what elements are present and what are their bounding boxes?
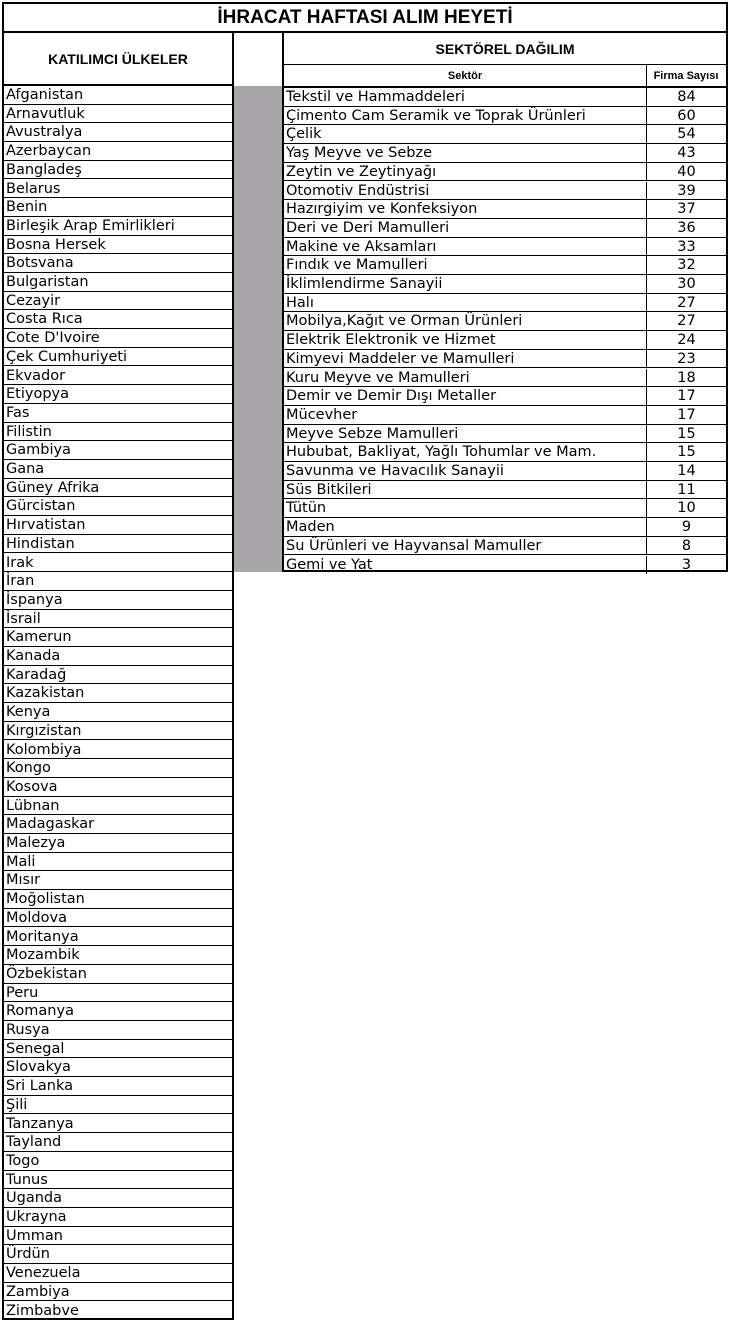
country-row: Bulgaristan (4, 273, 232, 292)
sector-row (284, 144, 726, 163)
country-row: Kolombiya (4, 741, 232, 760)
countries-list (2, 86, 234, 1320)
country-row: Karadağ (4, 666, 232, 685)
sector-name: Deri ve Deri Mamulleri (286, 219, 450, 236)
sector-name: Elektrik Elektronik ve Hizmet (286, 332, 496, 349)
country-row: Sri Lanka (4, 1077, 232, 1096)
country-row: Çek Cumhuriyeti (4, 348, 232, 367)
country-row: Ekvador (4, 367, 232, 386)
country-row: Tanzanya (4, 1115, 232, 1134)
country-row: Birleşik Arap Emirlikleri (4, 217, 232, 236)
firm-count: 9 (646, 518, 726, 536)
country-row: Hindistan (4, 535, 232, 554)
firm-count: 17 (646, 406, 726, 424)
sector-name: Su Ürünleri ve Hayvansal Mamuller (286, 537, 542, 554)
sector-row (284, 107, 726, 126)
country-row: Romanya (4, 1002, 232, 1021)
sector-name: Tütün (286, 500, 327, 517)
country-row: Avustralya (4, 123, 232, 142)
sector-name: Yaş Meyve ve Sebze (286, 145, 433, 162)
country-row: Afganistan (4, 86, 232, 105)
country-row: Ukrayna (4, 1208, 232, 1227)
country-row: Kazakistan (4, 684, 232, 703)
country-row: Güney Afrika (4, 479, 232, 498)
count-column-header: Firma Sayısı (653, 69, 719, 82)
firm-count: 37 (646, 200, 726, 218)
sector-row (284, 88, 726, 107)
firm-count: 24 (646, 331, 726, 349)
firm-count: 8 (646, 537, 726, 555)
document-title: İHRACAT HAFTASI ALIM HEYETİ (2, 2, 728, 33)
sector-row (284, 462, 726, 481)
country-row: Uganda (4, 1189, 232, 1208)
country-row: Gürcistan (4, 497, 232, 516)
country-row: Costa Rıca (4, 310, 232, 329)
country-row: Botsvana (4, 254, 232, 273)
country-row: Gambiya (4, 441, 232, 460)
country-row: Zambiya (4, 1283, 232, 1302)
firm-count: 54 (646, 125, 726, 143)
country-row: Fas (4, 404, 232, 423)
sector-row (284, 556, 726, 575)
sector-name: Mobilya,Kağıt ve Orman Ürünleri (286, 313, 523, 330)
sector-row (284, 537, 726, 556)
country-row: Slovakya (4, 1058, 232, 1077)
country-row: İsrail (4, 610, 232, 629)
sector-row (284, 425, 726, 444)
sector-row (284, 350, 726, 369)
sector-row (284, 275, 726, 294)
firm-count: 27 (646, 312, 726, 330)
country-row: Kırgızistan (4, 722, 232, 741)
sector-row (284, 182, 726, 201)
country-row: Rusya (4, 1021, 232, 1040)
sectors-table (282, 86, 728, 572)
sector-row (284, 219, 726, 238)
firm-count: 32 (646, 256, 726, 274)
sector-row (284, 294, 726, 313)
sector-row (284, 312, 726, 331)
country-row: Tayland (4, 1133, 232, 1152)
country-row: Şili (4, 1096, 232, 1115)
sector-row (284, 331, 726, 350)
country-row: Moritanya (4, 928, 232, 947)
gray-spacer (234, 86, 282, 572)
firm-count: 14 (646, 462, 726, 480)
firm-count: 40 (646, 163, 726, 181)
country-row: İran (4, 572, 232, 591)
firm-count: 11 (646, 481, 726, 499)
country-row: Irak (4, 554, 232, 573)
country-row: Kosova (4, 778, 232, 797)
country-row: Mısır (4, 871, 232, 890)
country-row: Bosna Hersek (4, 236, 232, 255)
country-row: Zimbabve (6, 1302, 79, 1319)
sector-row (284, 387, 726, 406)
sector-row (284, 481, 726, 500)
country-row: Kamerun (4, 628, 232, 647)
sector-name: Demir ve Demir Dışı Metaller (286, 388, 497, 405)
country-row: Mali (4, 853, 232, 872)
sector-subheader (282, 65, 728, 86)
country-row: Lübnan (4, 797, 232, 816)
sector-name: Maden (286, 519, 335, 536)
firm-count: 17 (646, 387, 726, 405)
firm-count: 10 (646, 499, 726, 517)
sector-name: Süs Bitkileri (286, 481, 372, 498)
sector-name: İklimlendirme Sanayii (286, 276, 443, 292)
country-row: Azerbaycan (4, 142, 232, 161)
country-row: Cezayir (4, 292, 232, 311)
country-row: Malezya (4, 834, 232, 853)
sector-name: Gemi ve Yat (286, 556, 373, 573)
sector-name: Otomotiv Endüstrisi (286, 182, 430, 199)
firm-count: 33 (646, 238, 726, 256)
firm-count: 43 (646, 144, 726, 162)
sector-name: Kuru Meyve ve Mamulleri (286, 369, 470, 386)
sector-row (284, 238, 726, 257)
sector-name: Savunma ve Havacılık Sanayii (286, 463, 504, 479)
country-row: Tunus (4, 1171, 232, 1190)
sector-name: Fındık ve Mamulleri (286, 257, 428, 274)
country-row: Madagaskar (4, 815, 232, 834)
country-row: Senegal (4, 1040, 232, 1059)
country-row: Mozambik (4, 946, 232, 965)
firm-count: 23 (646, 350, 726, 368)
sector-header: SEKTÖREL DAĞILIM (282, 33, 728, 65)
sector-name: Hububat, Bakliyat, Yağlı Tohumlar ve Mam. (286, 444, 597, 461)
country-row: İspanya (4, 591, 232, 610)
sector-row (284, 125, 726, 144)
country-row: Venezuela (4, 1264, 232, 1283)
country-row: Gana (4, 460, 232, 479)
sector-row (284, 200, 726, 219)
sector-name: Çimento Cam Seramik ve Toprak Ürünleri (286, 107, 586, 124)
country-row: Moldova (4, 909, 232, 928)
sector-row (284, 443, 726, 462)
sector-row (284, 256, 726, 275)
sector-name: Makine ve Aksamları (286, 238, 437, 255)
sector-row (284, 369, 726, 388)
sector-column-header: Sektör (284, 65, 647, 86)
country-row: Kongo (4, 759, 232, 778)
country-row: Filistin (4, 423, 232, 442)
country-row: Togo (4, 1152, 232, 1171)
country-row: Peru (4, 984, 232, 1003)
sector-name: Tekstil ve Hammaddeleri (286, 89, 465, 105)
firm-count: 15 (646, 443, 726, 461)
sector-name: Hazırgiyim ve Konfeksiyon (286, 201, 478, 218)
sector-row (284, 499, 726, 518)
firm-count: 84 (646, 88, 726, 106)
firm-count: 39 (646, 182, 726, 200)
firm-count: 3 (646, 556, 726, 575)
country-row: Arnavutluk (4, 105, 232, 124)
country-row: Benin (4, 198, 232, 217)
sector-name: Meyve Sebze Mamulleri (286, 425, 459, 442)
country-row: Ürdün (4, 1245, 232, 1264)
country-row: Hırvatistan (4, 516, 232, 535)
country-row: Cote D'Ivoire (4, 329, 232, 348)
firm-count: 30 (646, 275, 726, 293)
sector-name: Mücevher (286, 406, 358, 423)
country-row: Kenya (4, 703, 232, 722)
sector-name: Zeytin ve Zeytinyağı (286, 163, 437, 180)
firm-count: 18 (646, 369, 726, 387)
country-row: Moğolistan (4, 890, 232, 909)
sector-name: Halı (286, 294, 314, 311)
countries-header: KATILIMCI ÜLKELER (2, 33, 234, 86)
firm-count: 15 (646, 425, 726, 443)
country-row: Umman (4, 1227, 232, 1246)
firm-count: 27 (646, 294, 726, 312)
firm-count: 36 (646, 219, 726, 237)
country-row: Kanada (4, 647, 232, 666)
sector-row (284, 518, 726, 537)
sector-row (284, 163, 726, 182)
sector-row (284, 406, 726, 425)
country-row: Etiyopya (4, 385, 232, 404)
country-row: Özbekistan (4, 965, 232, 984)
firm-count: 60 (646, 107, 726, 125)
sector-name: Çelik (286, 126, 322, 143)
country-row: Bangladeş (4, 161, 232, 180)
sector-name: Kimyevi Maddeler ve Mamulleri (286, 350, 515, 367)
country-row: Belarus (4, 180, 232, 199)
